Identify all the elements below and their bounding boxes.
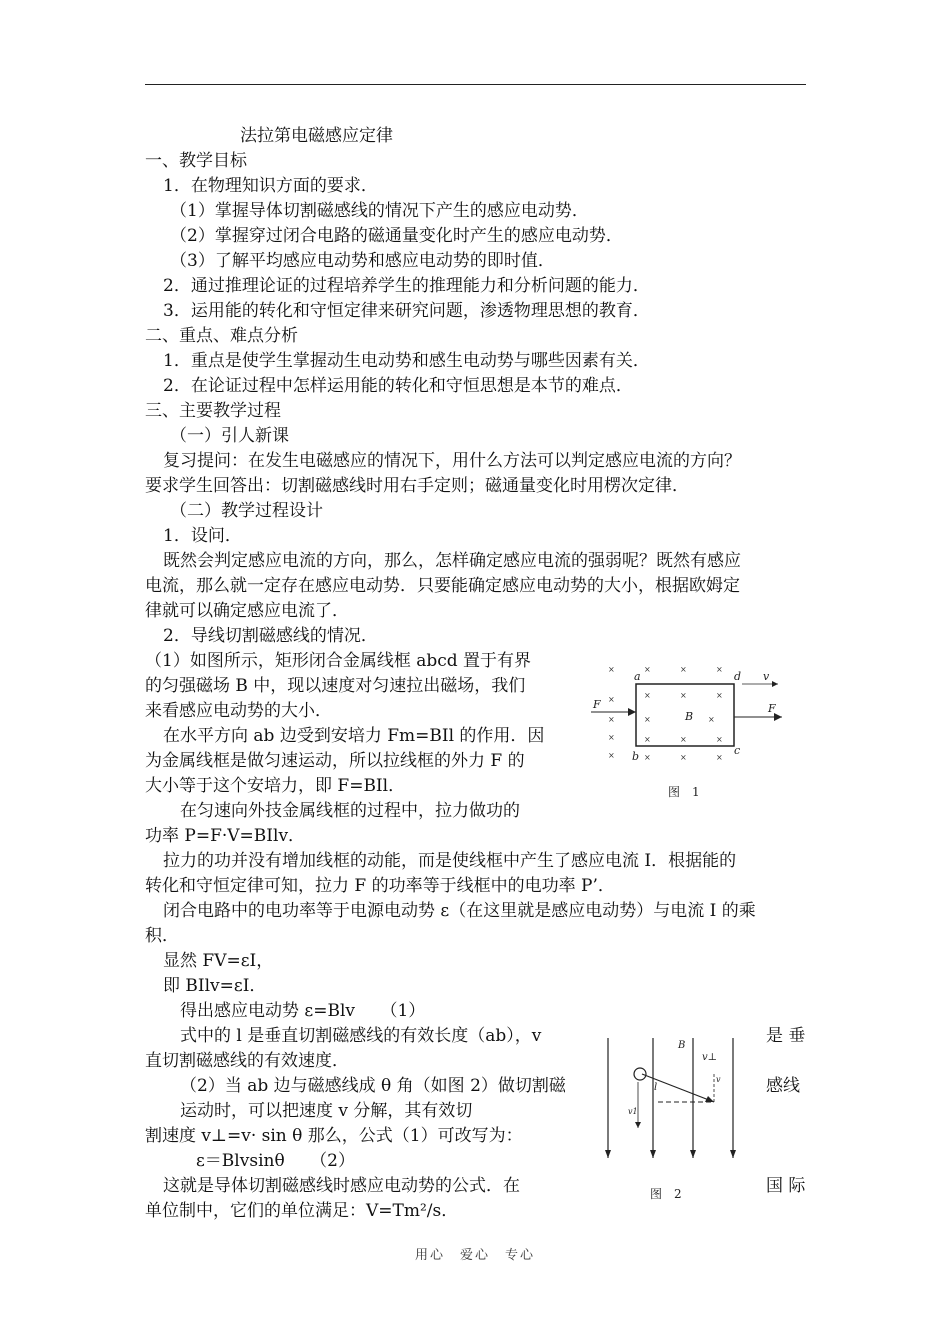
svg-text:×: × [716,735,723,744]
text-line: 为金属线框是做匀速运动，所以拉线框的外力 F 的 [145,751,525,771]
text-line: 既然会判定感应电流的方向，那么，怎样确定感应电流的强弱呢？既然有感应 [163,551,741,571]
svg-text:×: × [680,753,687,762]
text-line: （1）如图所示，矩形闭合金属线框 abcd 置于有界 [145,651,532,671]
text-line: 感线 [766,1076,800,1096]
svg-text:×: × [608,695,615,704]
formula-line: 得出感应电动势 ε=Blv （1） [180,1001,426,1021]
text-line: 功率 P=F·V=BIlv． [145,826,306,846]
figure-1-label-velocity: v [763,670,770,683]
figure-1-label-field: B [685,710,694,723]
text-line: （2）掌握穿过闭合电路的磁通量变化时产生的感应电动势． [170,226,623,246]
text-line: 这就是导体切割磁感线时感应电动势的公式．在 [163,1176,520,1196]
text-line: 闭合电路中的电功率等于电源电动势 ε（在这里就是感应电动势）与电流 I 的乘 [163,901,756,921]
formula-line: ε＝Blvsinθ （2） [196,1151,356,1171]
figure-1-caption: 图 1 [668,785,700,799]
text-line: 割速度 v⊥=v· sin θ 那么，公式（1）可改写为： [145,1126,523,1146]
text-line: 电流，那么就一定存在感应电动势．只要能确定感应电动势的大小，根据欧姆定 [145,576,740,596]
text-line: 2．通过推理论证的过程培养学生的推理能力和分析问题的能力． [163,276,650,296]
svg-text:×: × [708,715,715,724]
text-line: 是 垂 [766,1026,806,1046]
text-line: 拉力的功并没有增加线框的动能，而是使线框中产生了感应电流 I．根据能的 [163,851,737,871]
svg-text:×: × [716,753,723,762]
figure-1-label-force-right: F [768,702,776,715]
text-line: 1．在物理知识方面的要求． [163,176,378,196]
svg-text:×: × [716,665,723,674]
svg-text:×: × [644,665,651,674]
svg-text:×: × [608,665,615,674]
figure-1-label-force-left: F [593,698,601,711]
text-line: （一）引人新课 [170,426,289,446]
svg-text:×: × [680,665,687,674]
figure-1-label-d: d [734,670,742,683]
text-line: （2）当 ab 边与磁感线成 θ 角（如图 2）做切割磁 [180,1076,566,1096]
svg-text:×: × [680,735,687,744]
text-line: 国 际 [766,1176,806,1196]
text-line: 来看感应电动势的大小． [145,701,332,721]
svg-text:×: × [608,715,615,724]
text-line: 运动时，可以把速度 v 分解，其有效切 [180,1101,473,1121]
figure-2-label-v1: v1 [628,1107,638,1116]
text-line: 显然 FV=εI， [163,951,274,971]
svg-text:×: × [608,751,615,760]
figure-2-label-v: v [716,1075,721,1084]
figure-2-label-vperp: v⊥ [702,1052,718,1063]
figure-2-label-l: l [654,1082,658,1093]
text-line: 2．在论证过程中怎样运用能的转化和守恒思想是本节的难点． [163,376,633,396]
text-line: （二）教学过程设计 [170,501,323,521]
text-line: 单位制中，它们的单位满足：V=Tm²/s． [145,1201,459,1221]
text-line: 积． [145,926,179,946]
text-line: 在匀速向外技金属线框的过程中，拉力做功的 [180,801,520,821]
text-line: 的匀强磁场 B 中，现以速度对匀速拉出磁场，我们 [145,676,526,696]
document-title: 法拉第电磁感应定律 [240,126,393,146]
text-line: 1．重点是使学生掌握动生电动势和感生电动势与哪些因素有关． [163,351,650,371]
text-line: （3）了解平均感应电动势和感应电动势的即时值． [170,251,555,271]
svg-text:×: × [644,691,651,700]
text-line: 3．运用能的转化和守恒定律来研究问题，渗透物理思想的教育． [163,301,650,321]
figure-1-label-a: a [634,670,641,683]
svg-text:×: × [644,735,651,744]
text-line: 在水平方向 ab 边受到安培力 Fm=BIl 的作用．因 [163,726,545,746]
text-line: 转化和守恒定律可知，拉力 F 的功率等于线框中的电功率 P’． [145,876,615,896]
section-heading: 一、教学目标 [145,151,247,171]
text-line: 1．设问． [163,526,242,546]
figure-2-caption: 图 2 [650,1187,682,1201]
svg-text:×: × [608,733,615,742]
text-line: 要求学生回答出：切割磁感线时用右手定则；磁通量变化时用楞次定律． [145,476,689,496]
section-heading: 二、重点、难点分析 [145,326,298,346]
text-line: 复习提问：在发生电磁感应的情况下，用什么方法可以判定感应电流的方向？ [163,451,741,471]
header-rule [145,84,806,85]
text-line: 律就可以确定感应电流了． [145,601,349,621]
figure-2-diagram [598,1030,748,1205]
figure-1-label-b: b [632,750,640,763]
svg-text:×: × [644,715,651,724]
text-line: 直切割磁感线的有效速度． [145,1051,349,1071]
figure-1-diagram [588,662,788,802]
section-heading: 三、主要教学过程 [145,401,281,421]
svg-text:×: × [644,753,651,762]
svg-text:×: × [716,691,723,700]
text-line: （1）掌握导体切割磁感线的情况下产生的感应电动势． [170,201,589,221]
figure-2-label-field: B [678,1040,686,1051]
text-line: 2．导线切割磁感线的情况． [163,626,378,646]
text-line: 大小等于这个安培力，即 F=BIl． [145,776,406,796]
text-line: 即 BIlv=εI． [163,976,267,996]
svg-text:×: × [680,691,687,700]
page-footer: 用心 爱心 专心 [414,1248,535,1263]
text-line: 式中的 l 是垂直切割磁感线的有效长度（ab），v [180,1026,542,1046]
figure-1-label-c: c [734,744,741,757]
